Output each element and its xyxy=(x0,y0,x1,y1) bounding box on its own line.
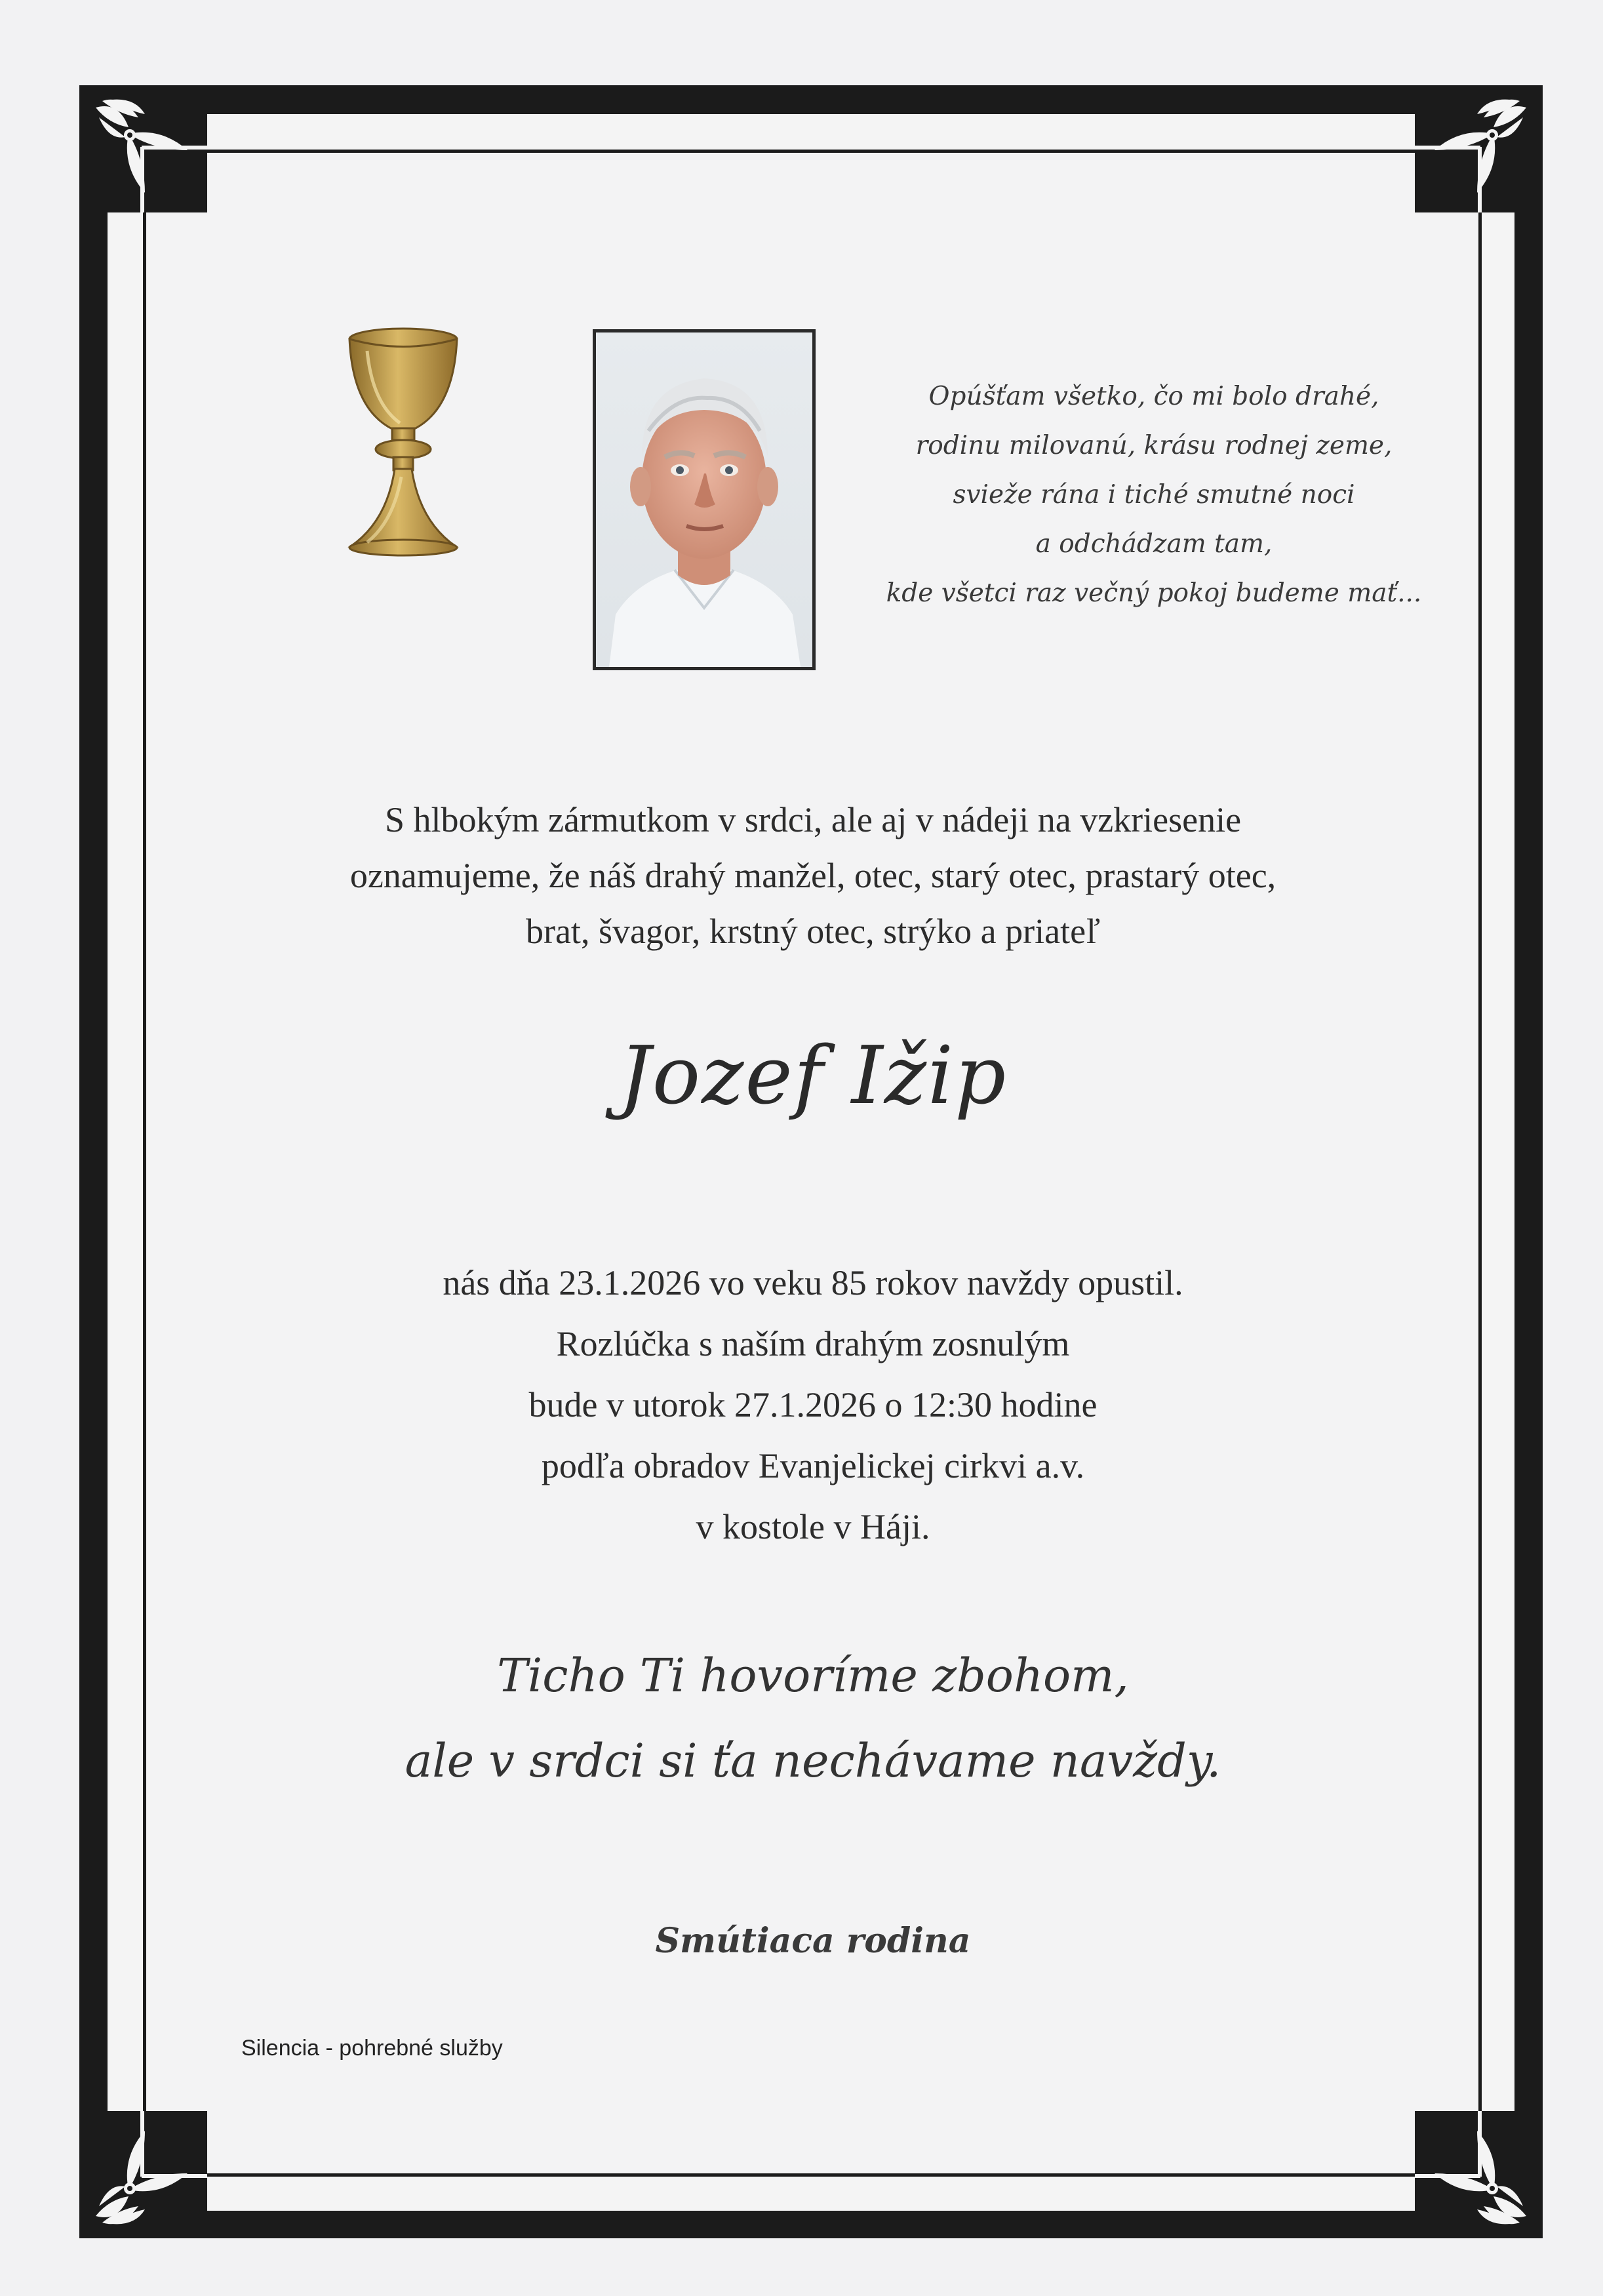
deceased-name: Jozef Ižip xyxy=(618,1029,1008,1122)
intro-line: oznamujeme, že náš drahý manžel, otec, starý otec, prastarý otec, xyxy=(349,856,1276,895)
intro-line: S hlbokým zármutkom v srdci, ale aj v nádeji na vzkriesenie xyxy=(384,800,1242,839)
details-line: v kostole v Háji. xyxy=(696,1507,930,1546)
farewell-line: ale v srdci si ťa nechávame navždy. xyxy=(405,1734,1221,1788)
poem-verse xyxy=(846,372,1462,618)
funeral-details xyxy=(184,1253,1442,1558)
corner-ornament-icon xyxy=(83,88,207,212)
farewell-verse xyxy=(184,1633,1442,1803)
intro-line: brat, švagor, krstný otec, strýko a priateľ xyxy=(525,912,1101,951)
details-line: podľa obradov Evanjelickej cirkvi a.v. xyxy=(541,1446,1085,1485)
details-line: Rozlúčka s naším drahým zosnulým xyxy=(556,1324,1070,1363)
announcement-intro xyxy=(184,792,1442,959)
corner-ornament-icon xyxy=(1415,88,1539,212)
poem-line: a odchádzam tam, xyxy=(1035,529,1273,559)
poem-line: svieže rána i tiché smutné noci xyxy=(953,480,1355,510)
portrait-photo xyxy=(593,329,816,670)
details-line: bude v utorok 27.1.2026 o 12:30 hodine xyxy=(528,1385,1098,1424)
poem-line: kde všetci raz večný pokoj budeme mať... xyxy=(886,578,1422,608)
poem-line: rodinu milovanú, krásu rodnej zeme, xyxy=(915,431,1393,460)
farewell-line: Ticho Ti hovoríme zbohom, xyxy=(497,1649,1129,1702)
family-signature: Smútiaca rodina xyxy=(655,1921,971,1961)
funeral-service-name: Silencia - pohrebné služby xyxy=(241,2036,503,2061)
corner-ornament-icon xyxy=(83,2111,207,2236)
details-line: nás dňa 23.1.2026 vo veku 85 rokov navždy opustil. xyxy=(443,1263,1183,1302)
chalice-icon xyxy=(341,325,465,561)
poem-line: Opúšťam všetko, čo mi bolo drahé, xyxy=(928,382,1379,411)
corner-ornament-icon xyxy=(1415,2111,1539,2236)
